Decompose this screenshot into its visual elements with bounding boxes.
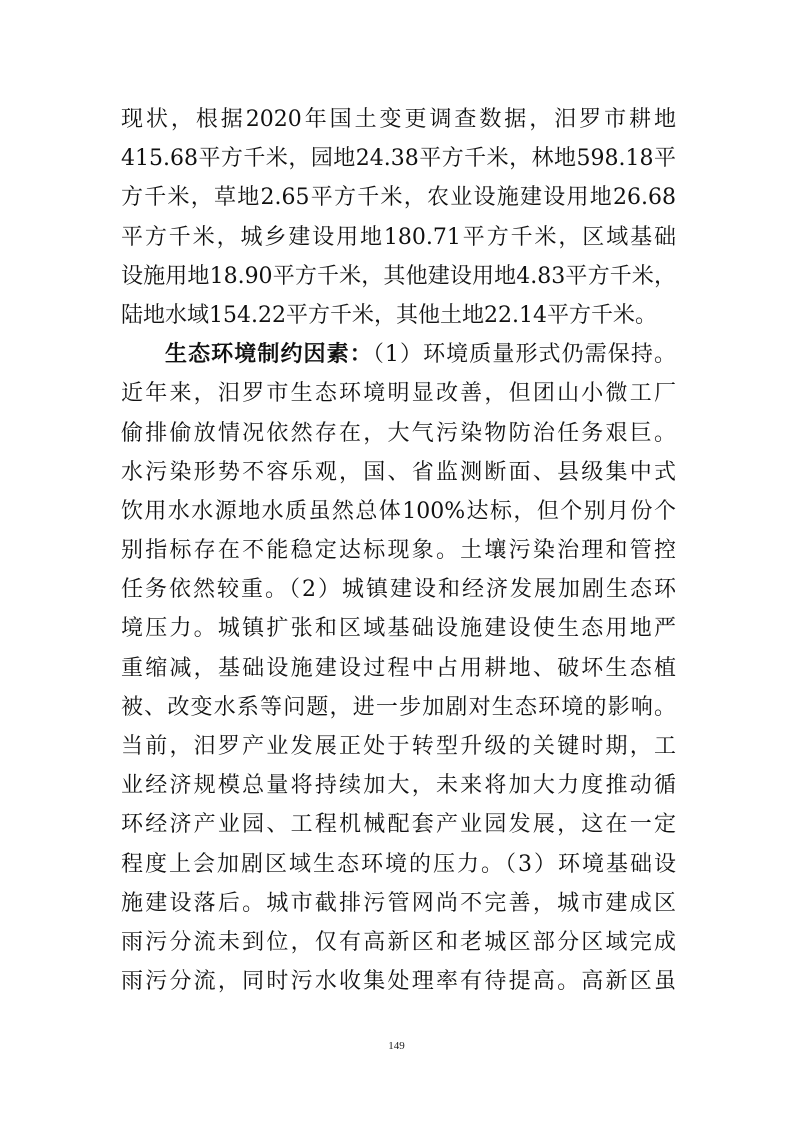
text-line: 雨污分流未到位，仅有高新区和老城区部分区域完成 <box>121 929 676 955</box>
text-line: 施建设落后。城市截排污管网尚不完善，城市建成区 <box>121 890 676 916</box>
text-line: 重缩减，基础设施建设过程中占用耕地、破坏生态植 <box>121 655 676 681</box>
text-line: 程度上会加剧区域生态环境的压力。（3）环境基础设 <box>121 851 676 877</box>
text-line: 平方千米，城乡建设用地180.71平方千米，区域基础 <box>121 224 676 250</box>
paragraph-first-line <box>121 335 676 374</box>
text-line: 415.68平方千米，园地24.38平方千米，林地598.18平 <box>121 146 676 172</box>
page-number: 149 <box>388 1040 405 1052</box>
text-line: 任务依然较重。（2）城镇建设和经济发展加剧生态环 <box>121 577 676 603</box>
text-line: 环经济产业园、工程机械配套产业园发展，这在一定 <box>121 812 676 838</box>
text-line: 偷排偷放情况依然存在，大气污染物防治任务艰巨。 <box>121 420 676 446</box>
text-span: （1）环境质量形式仍需保持。 <box>372 342 676 368</box>
text-line: 境压力。城镇扩张和区域基础设施建设使生态用地严 <box>121 616 676 642</box>
text-line: 方千米，草地2.65平方千米，农业设施建设用地26.68 <box>121 185 676 211</box>
text-line: 现状，根据2020年国土变更调查数据，汨罗市耕地 <box>121 107 676 132</box>
text-line: 雨污分流，同时污水收集处理率有待提高。高新区虽 <box>121 969 676 995</box>
body-text <box>121 100 676 1001</box>
section-heading: 生态环境制约因素： <box>165 341 373 368</box>
text-line: 被、改变水系等问题，进一步加剧对生态环境的影响。 <box>121 694 676 720</box>
text-line: 别指标存在不能稳定达标现象。土壤污染治理和管控 <box>121 538 676 564</box>
text-line: 饮用水水源地水质虽然总体100%达标，但个别月份个 <box>121 498 676 524</box>
text-line: 设施用地18.90平方千米，其他建设用地4.83平方千米， <box>121 263 676 289</box>
text-line: 近年来，汨罗市生态环境明显改善，但团山小微工厂 <box>121 381 676 407</box>
text-line: 业经济规模总量将持续加大，未来将加大力度推动循 <box>121 773 676 799</box>
text-line: 陆地水域154.22平方千米，其他土地22.14平方千米。 <box>121 302 657 328</box>
text-line: 当前，汨罗产业发展正处于转型升级的关键时期，工 <box>121 734 676 759</box>
text-line: 水污染形势不容乐观，国、省监测断面、县级集中式 <box>121 459 676 485</box>
